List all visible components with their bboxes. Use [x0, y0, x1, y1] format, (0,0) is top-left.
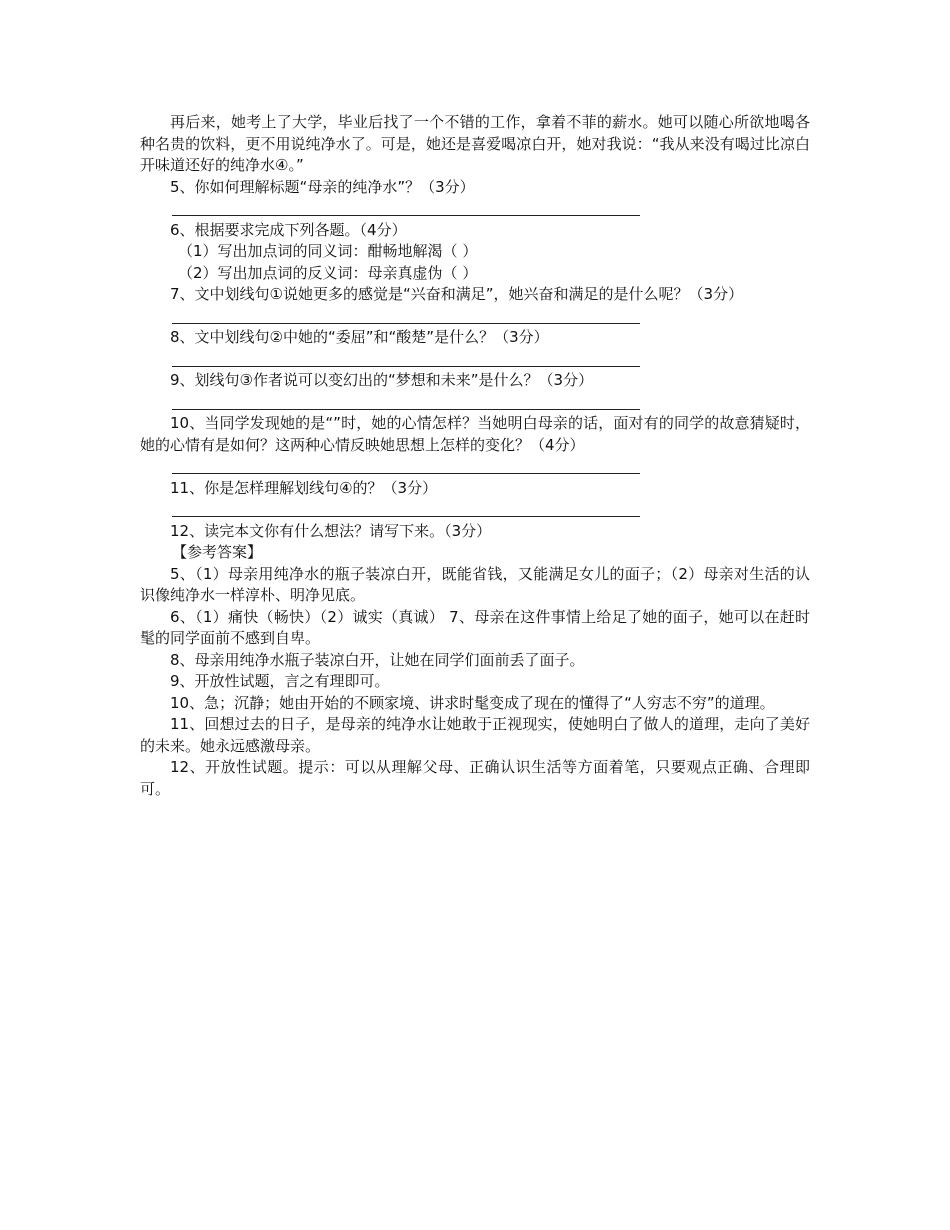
document-page: [140, 112, 810, 800]
answer-line-7: [172, 306, 640, 324]
answer-line-9: [172, 392, 640, 410]
question-10: 10、当同学发现她的是“”时，她的心情怎样？当她明白母亲的话，面对有的同学的故意猜疑时，她的心情有是如何？这两种心情反映她思想上怎样的变化？（4分）: [140, 414, 810, 454]
answer-8: 8、母亲用纯净水瓶子装凉白开，让她在同学们面前丢了面子。: [170, 650, 585, 669]
answer-10: 10、急；沉静；她由开始的不顾家境、讲求时髦变成了现在的懂得了“人穷志不穷”的道理。: [170, 693, 775, 712]
question-5: 5、你如何理解标题“母亲的纯净水”？（3分）: [170, 177, 475, 196]
answer-line-10: [172, 456, 640, 474]
question-11: 11、你是怎样理解划线句④的？（3分）: [170, 478, 438, 497]
answers-heading: 【参考答案】: [172, 543, 263, 561]
answer-6-7: 6、（1）痛快（畅快）（2）诚实（真诚） 7、母亲在这件事情上给足了她的面子，她可以在赶时髦的同学面前不感到自卑。: [140, 607, 810, 647]
question-7: 7、文中划线句①说她更多的感觉是“兴奋和满足”，她兴奋和满足的是什么呢？（3分）: [170, 285, 744, 303]
answer-line-5: [172, 198, 640, 216]
answer-5: 5、（1）母亲用纯净水的瓶子装凉白开，既能省钱，又能满足女儿的面子；（2）母亲对生活的认识像纯净水一样淳朴、明净见底。: [140, 564, 810, 604]
answer-12: 12、开放性试题。提示：可以从理解父母、正确认识生活等方面着笔，只要观点正确、合理即可。: [140, 758, 810, 798]
question-12: 12、读完本文你有什么想法？请写下来。（3分）: [170, 521, 492, 540]
passage-paragraph: 再后来，她考上了大学，毕业后找了一个不错的工作，拿着不菲的薪水。她可以随心所欲地喝各种名贵的饮料，更不用说纯净水了。可是，她还是喜爱喝凉白开，她对我说：“我从来没有喝过比凉白开味道还好的纯净水④。”: [140, 113, 810, 174]
answer-line-11: [172, 499, 640, 517]
answer-9: 9、开放性试题，言之有理即可。: [170, 672, 390, 690]
question-6: 6、根据要求完成下列各题。（4分）: [170, 220, 407, 239]
question-9: 9、划线句③作者说可以变幻出的“梦想和未来”是什么？（3分）: [170, 371, 594, 389]
question-6-part-2: （2）写出加点词的反义词：母亲真虚伪（ ）: [178, 263, 478, 282]
answer-line-8: [172, 349, 640, 367]
question-6-part-1: （1）写出加点词的同义词：酣畅地解渴（ ）: [178, 242, 478, 260]
answer-11: 11、回想过去的日子，是母亲的纯净水让她敢于正视现实，使她明白了做人的道理，走向了美好的未来。她永远感激母亲。: [140, 715, 810, 755]
question-8: 8、文中划线句②中她的“委屈”和“酸楚”是什么？（3分）: [170, 328, 549, 346]
